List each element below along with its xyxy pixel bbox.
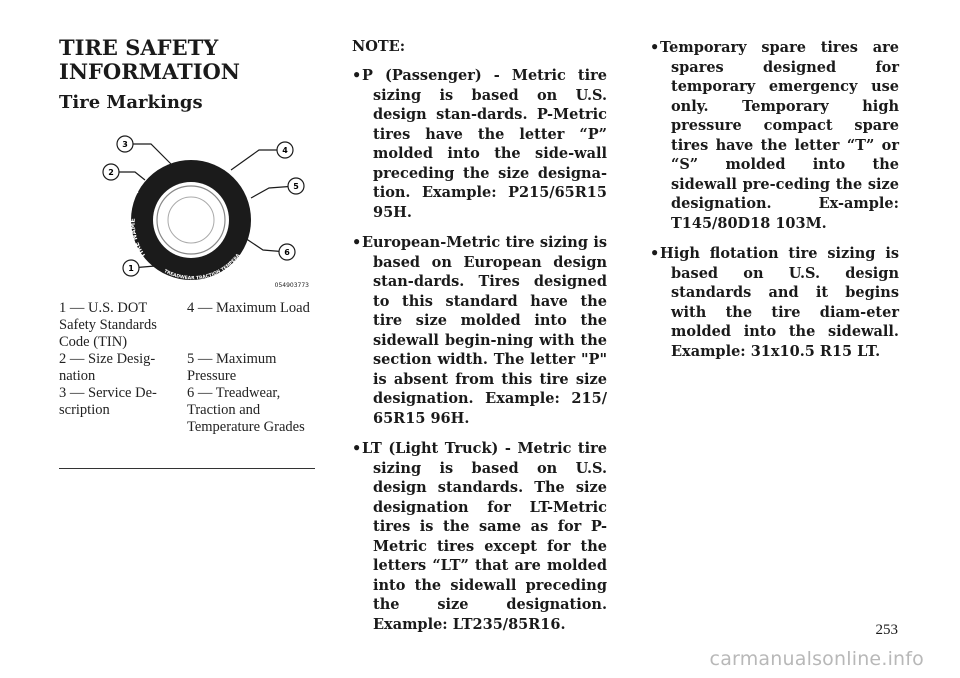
note-list [339, 66, 607, 645]
callout-6: 6 [284, 248, 290, 257]
legend-row [59, 385, 315, 436]
manufacturer-text: MANUFACTURER [242, 179, 263, 243]
note-item-lt-metric: • LT (Light Truck) - Metric tire sizing is based on U.S. design standards. The size designation for LT-Metric tires is the same as for P-Metric tires except for the letters “LT” that are molded into the sidewall preceding the size designation. Example: LT235/85R16. [339, 439, 607, 634]
note-item-euro-metric: • European-Metric tire sizing is based on European design stan-dards. Tires designed to this standard have the tire size molded into the sidewall begin-ning with the section width. The letter "P" is absent from this tire size designation. Example: 215/ 65R15 96H. [339, 233, 607, 428]
note-item-temporary-spare: • Temporary spare tires are spares designed for temporary emergency use only. Temporary high pressure compact spare tires have the letter “T” or “S” molded into the sidewall pre-ceding the size designation. Ex-ample: T145/80D18 103M. [637, 38, 899, 233]
subsection-title: Tire Markings [59, 92, 203, 113]
legend-item: 5 — Maximum Pressure [187, 351, 277, 384]
legend-item: 3 — Service De-scription [59, 385, 157, 418]
callout-3: 3 [122, 140, 128, 149]
tire-markings-figure [91, 130, 313, 290]
callout-5: 5 [293, 182, 299, 191]
note-item-high-flotation: • High flotation tire sizing is based on U.S. design standards and it begins with the tire diam-eter molded into the sidewall. Example: 31x10.5 R15 LT. [637, 244, 899, 361]
tire-rim [153, 182, 229, 258]
callout-2: 2 [108, 168, 114, 177]
figure-code: 054903773 [274, 282, 309, 289]
treadwear-text: TREADWEAR TRACTION TEMPERA [162, 253, 242, 282]
watermark: carmanualsonline.info [709, 648, 924, 670]
legend-divider [59, 468, 315, 469]
tire-name-text: TIRE NAME [128, 218, 148, 260]
note-item-p-metric: • P (Passenger) - Metric tire sizing is based on U.S. design stan-dards. P-Metric tires have the letter “P” molded into the side-wall preceding the size designa-tion. Example: P215/65R15 95H. [339, 66, 607, 222]
legend-item: 1 — U.S. DOT Safety Standards Code (TIN) [59, 300, 157, 350]
callout-4: 4 [282, 146, 288, 155]
callout-1: 1 [128, 264, 134, 273]
tire-size-text: P215/65R15 95H [132, 145, 184, 195]
tire-diagram [91, 130, 313, 290]
note-list-continued [637, 38, 899, 372]
page-number: 253 [875, 622, 898, 638]
legend-row [59, 300, 315, 351]
legend-row [59, 351, 315, 385]
figure-legend [59, 300, 315, 436]
legend-item: 4 — Maximum Load [187, 300, 310, 316]
note-heading: NOTE: [352, 38, 406, 55]
legend-item: 2 — Size Desig-nation [59, 351, 156, 384]
legend-item: 6 — Treadwear, Traction and Temperature Grades [187, 385, 305, 435]
section-title: TIRE SAFETY INFORMATION [59, 35, 241, 84]
